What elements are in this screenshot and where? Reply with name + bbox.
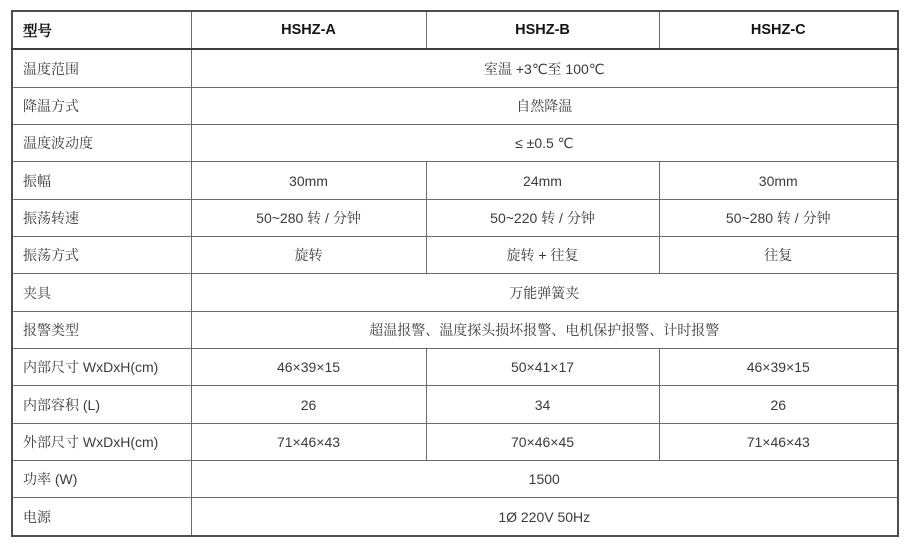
table-row-temp-range [12,49,898,87]
header-model-hshz-b: HSHZ-B [426,11,659,49]
header-model-label: 型号 [12,11,191,49]
header-model-hshz-a: HSHZ-A [191,11,426,49]
row-value-span: 自然降温 [191,87,898,124]
row-label: 报警类型 [12,311,191,348]
table-row-inner-size [12,349,898,386]
row-value-span: 1Ø 220V 50Hz [191,498,898,536]
row-value-span: 1500 [191,461,898,498]
table-row-outer-size [12,423,898,460]
row-label: 电源 [12,498,191,536]
table-row-power [12,461,898,498]
row-label: 降温方式 [12,87,191,124]
row-value: 旋转 [191,237,426,274]
row-value: 70×46×45 [426,423,659,460]
row-value: 26 [191,386,426,423]
header-row [12,11,898,49]
row-label: 温度波动度 [12,125,191,162]
row-value: 旋转 + 往复 [426,237,659,274]
row-label: 功率 (W) [12,461,191,498]
row-value: 30mm [659,162,898,199]
row-label: 振荡转速 [12,199,191,236]
table-row-osc-mode [12,237,898,274]
table-row-cooling [12,87,898,124]
table-row-inner-volume [12,386,898,423]
row-value: 46×39×15 [191,349,426,386]
row-label: 内部容积 (L) [12,386,191,423]
row-label: 温度范围 [12,49,191,87]
row-value: 往复 [659,237,898,274]
table-row-power-supply [12,498,898,536]
row-label: 内部尺寸 WxDxH(cm) [12,349,191,386]
row-value-span: 超温报警、温度探头损坏报警、电机保护报警、计时报警 [191,311,898,348]
row-label: 夹具 [12,274,191,311]
table-row-fluctuation [12,125,898,162]
row-value: 24mm [426,162,659,199]
table-row-amplitude [12,162,898,199]
row-value: 26 [659,386,898,423]
row-value: 30mm [191,162,426,199]
spec-table [11,10,899,537]
row-value-span: 万能弹簧夹 [191,274,898,311]
row-label: 外部尺寸 WxDxH(cm) [12,423,191,460]
row-value: 46×39×15 [659,349,898,386]
row-value-span: ≤ ±0.5 ℃ [191,125,898,162]
row-value: 50×41×17 [426,349,659,386]
row-value: 71×46×43 [191,423,426,460]
row-value: 50~280 转 / 分钟 [659,199,898,236]
table-row-clamp [12,274,898,311]
row-value: 34 [426,386,659,423]
row-value: 50~220 转 / 分钟 [426,199,659,236]
row-label: 振幅 [12,162,191,199]
row-value: 50~280 转 / 分钟 [191,199,426,236]
table-row-alarms [12,311,898,348]
row-value-span: 室温 +3℃至 100℃ [191,49,898,87]
row-label: 振荡方式 [12,237,191,274]
table-row-speed [12,199,898,236]
header-model-hshz-c: HSHZ-C [659,11,898,49]
row-value: 71×46×43 [659,423,898,460]
